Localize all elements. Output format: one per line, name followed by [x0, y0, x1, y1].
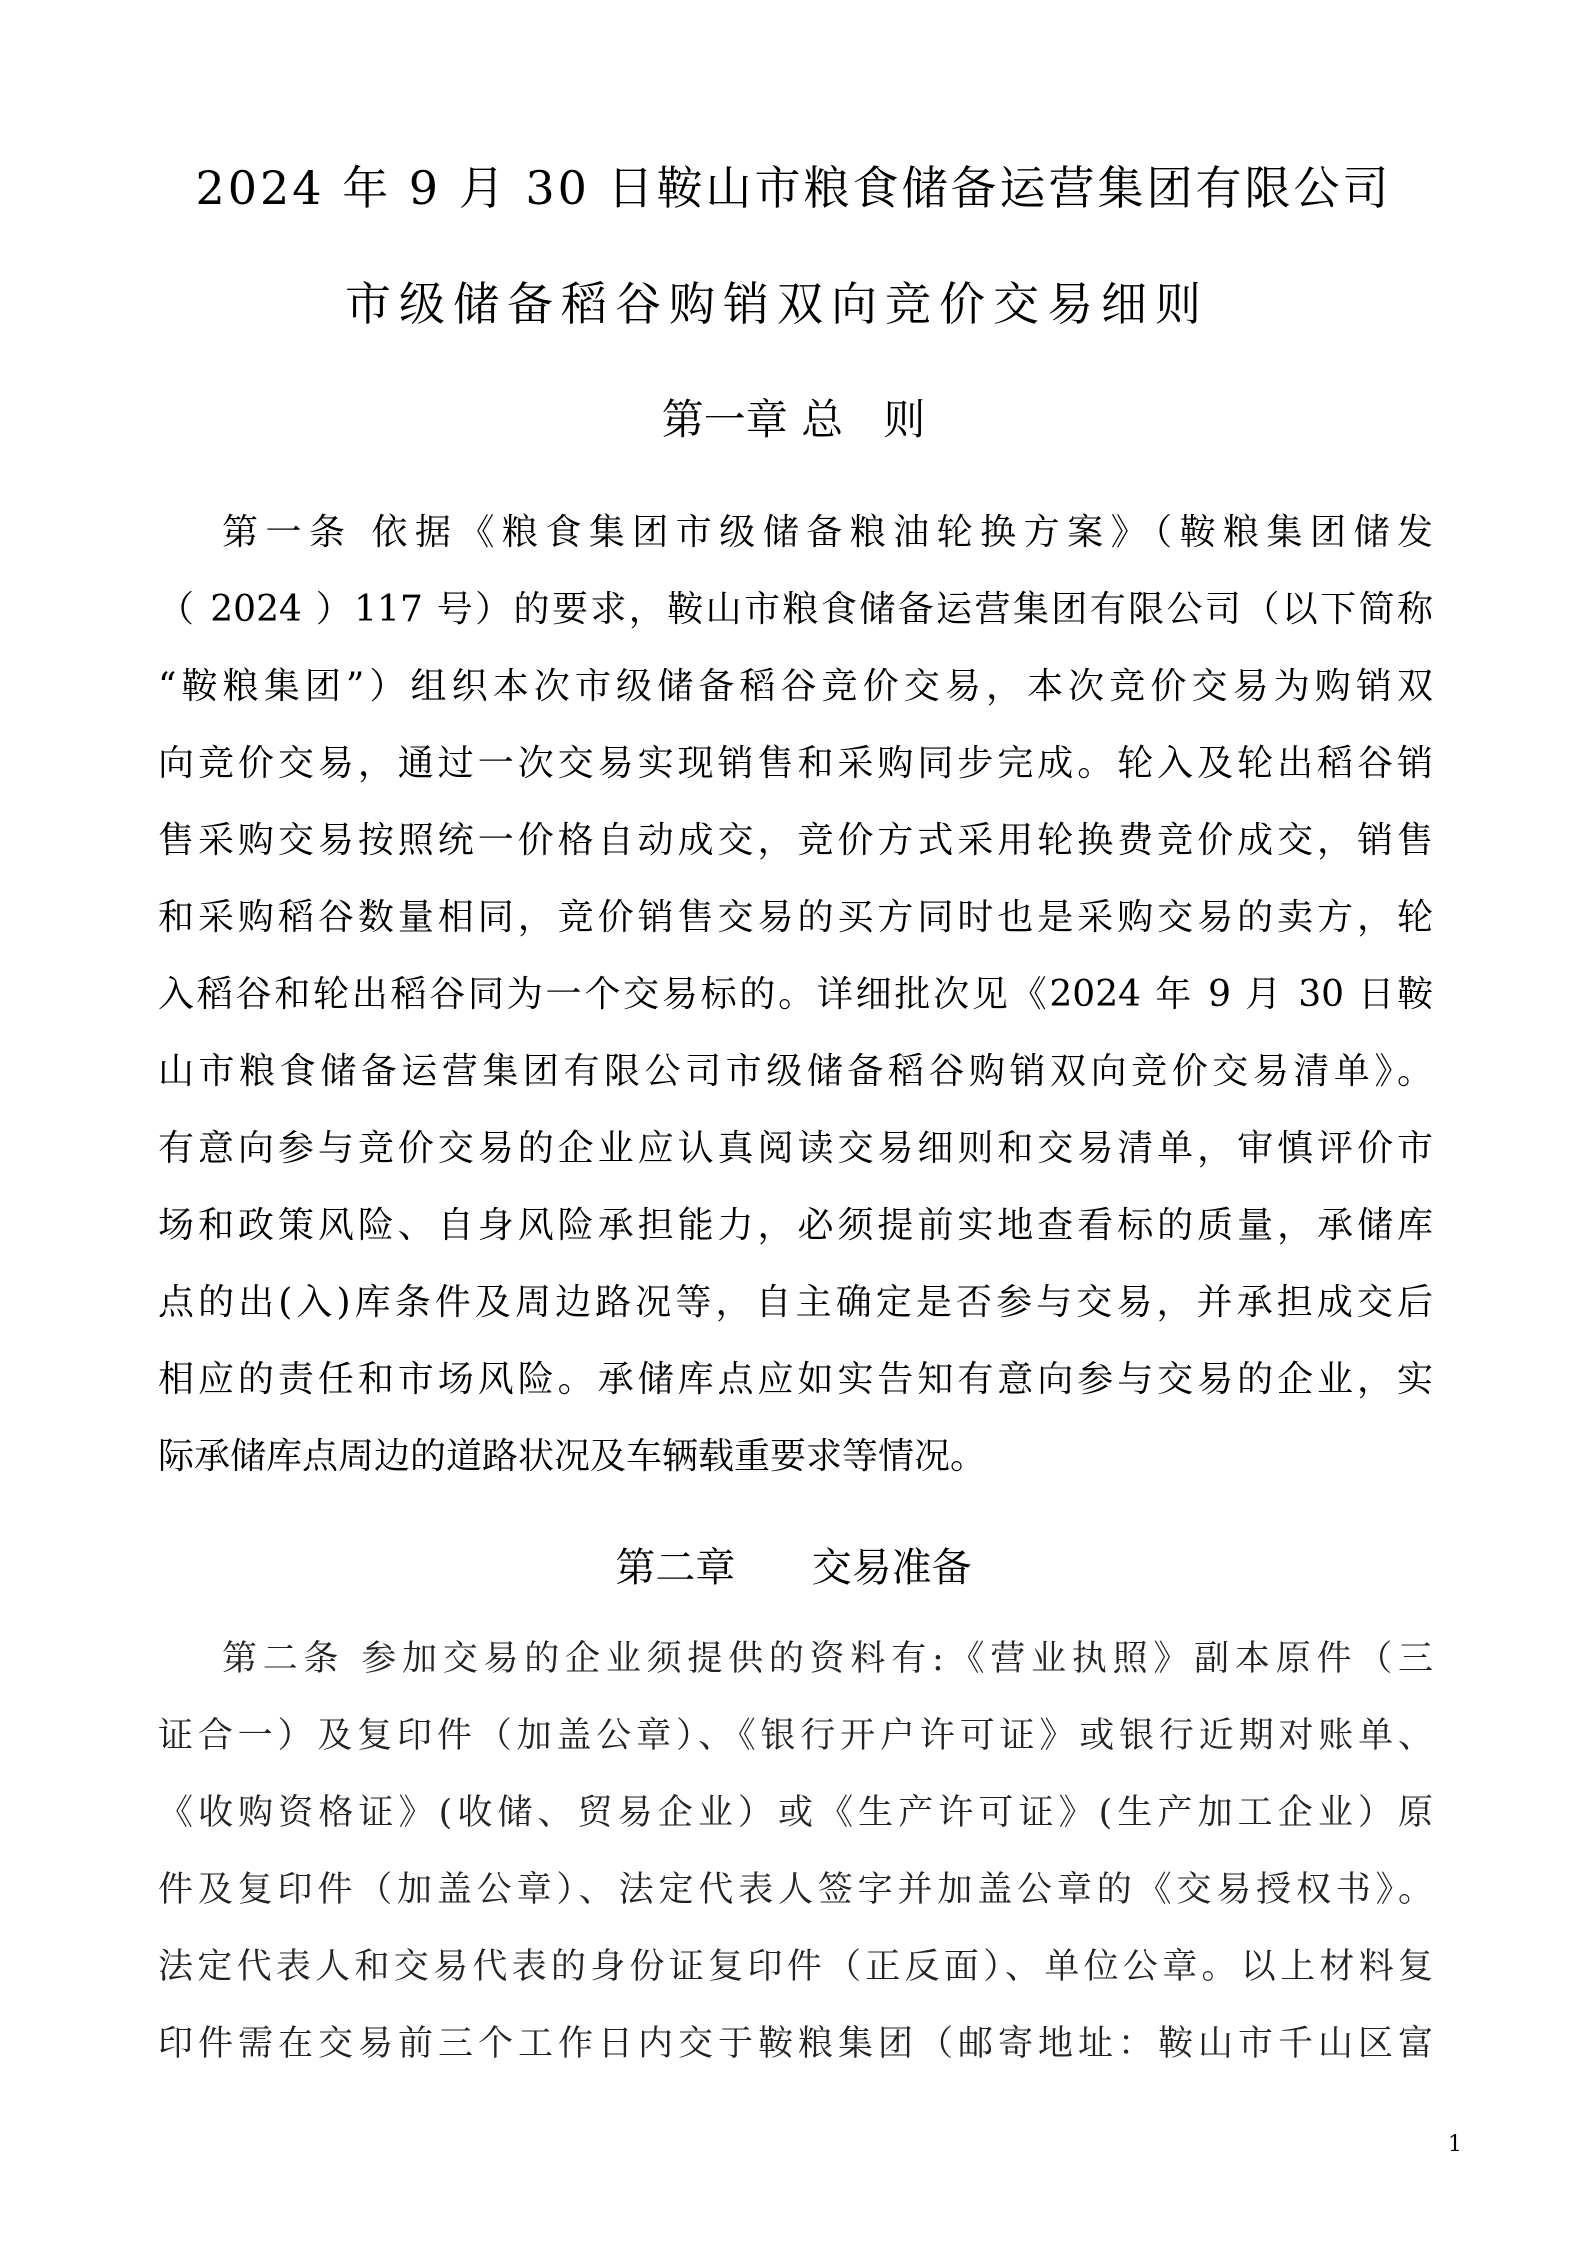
paragraph-line: 相应的责任和市场风险。承储库点应如实告知有意向参与交易的企业，实 — [158, 1359, 1433, 1400]
paragraph-line: 印件需在交易前三个工作日内交于鞍粮集团（邮寄地址：鞍山市千山区富 — [158, 2024, 1433, 2064]
document-title-line-1: 2024 年 9 月 30 日鞍山市粮食储备运营集团有限公司 — [195, 161, 1392, 215]
paragraph-line: 《收购资格证》(收储、贸易企业）或《生产许可证》(生产加工企业）原 — [158, 1793, 1433, 1833]
paragraph-line: （ 2024 ）117 号）的要求，鞍山市粮食储备运营集团有限公司（以下简称 — [158, 589, 1433, 630]
paragraph-line: 第二条 参加交易的企业须提供的资料有:《营业执照》副本原件（三 — [222, 1639, 1433, 1679]
page-number: 1 — [1448, 2132, 1462, 2157]
paragraph-line: 入稻谷和轮出稻谷同为一个交易标的。详细批次见《2024 年 9 月 30 日鞍 — [158, 974, 1433, 1015]
paragraph-line: 件及复印件（加盖公章）、法定代表人签字并加盖公章的《交易授权书》。 — [158, 1870, 1433, 1910]
chapter-2-heading: 第二章 交易准备 — [615, 1545, 972, 1591]
paragraph-line: 和采购稻谷数量相同，竞价销售交易的买方同时也是采购交易的卖方，轮 — [158, 897, 1433, 938]
paragraph-line: 际承储库点周边的道路状况及车辆载重要求等情况。 — [158, 1436, 987, 1477]
paragraph-line: 第一条 依据《粮食集团市级储备粮油轮换方案》（鞍粮集团储发 — [222, 512, 1433, 553]
paragraph-line: 证合一）及复印件（加盖公章）、《银行开户许可证》或银行近期对账单、 — [158, 1716, 1433, 1756]
paragraph-line: 法定代表人和交易代表的身份证复印件（正反面）、单位公章。以上材料复 — [158, 1947, 1433, 1987]
paragraph-line: 有意向参与竞价交易的企业应认真阅读交易细则和交易清单，审慎评价市 — [158, 1128, 1433, 1169]
paragraph-line: 山市粮食储备运营集团有限公司市级储备稻谷购销双向竞价交易清单》。 — [158, 1051, 1433, 1092]
document-title-line-2: 市级储备稻谷购销双向竞价交易细则 — [345, 277, 1209, 331]
paragraph-line: 点的出(入)库条件及周边路况等，自主确定是否参与交易，并承担成交后 — [158, 1282, 1433, 1323]
chapter-1-heading: 第一章 总 则 — [661, 395, 926, 444]
paragraph-line: 场和政策风险、自身风险承担能力，必须提前实地查看标的质量，承储库 — [158, 1205, 1433, 1246]
paragraph-line: 向竞价交易，通过一次交易实现销售和采购同步完成。轮入及轮出稻谷销 — [158, 743, 1433, 784]
paragraph-line: “鞍粮集团”）组织本次市级储备稻谷竞价交易，本次竞价交易为购销双 — [158, 666, 1433, 707]
paragraph-line: 售采购交易按照统一价格自动成交，竞价方式采用轮换费竞价成交，销售 — [158, 820, 1433, 861]
